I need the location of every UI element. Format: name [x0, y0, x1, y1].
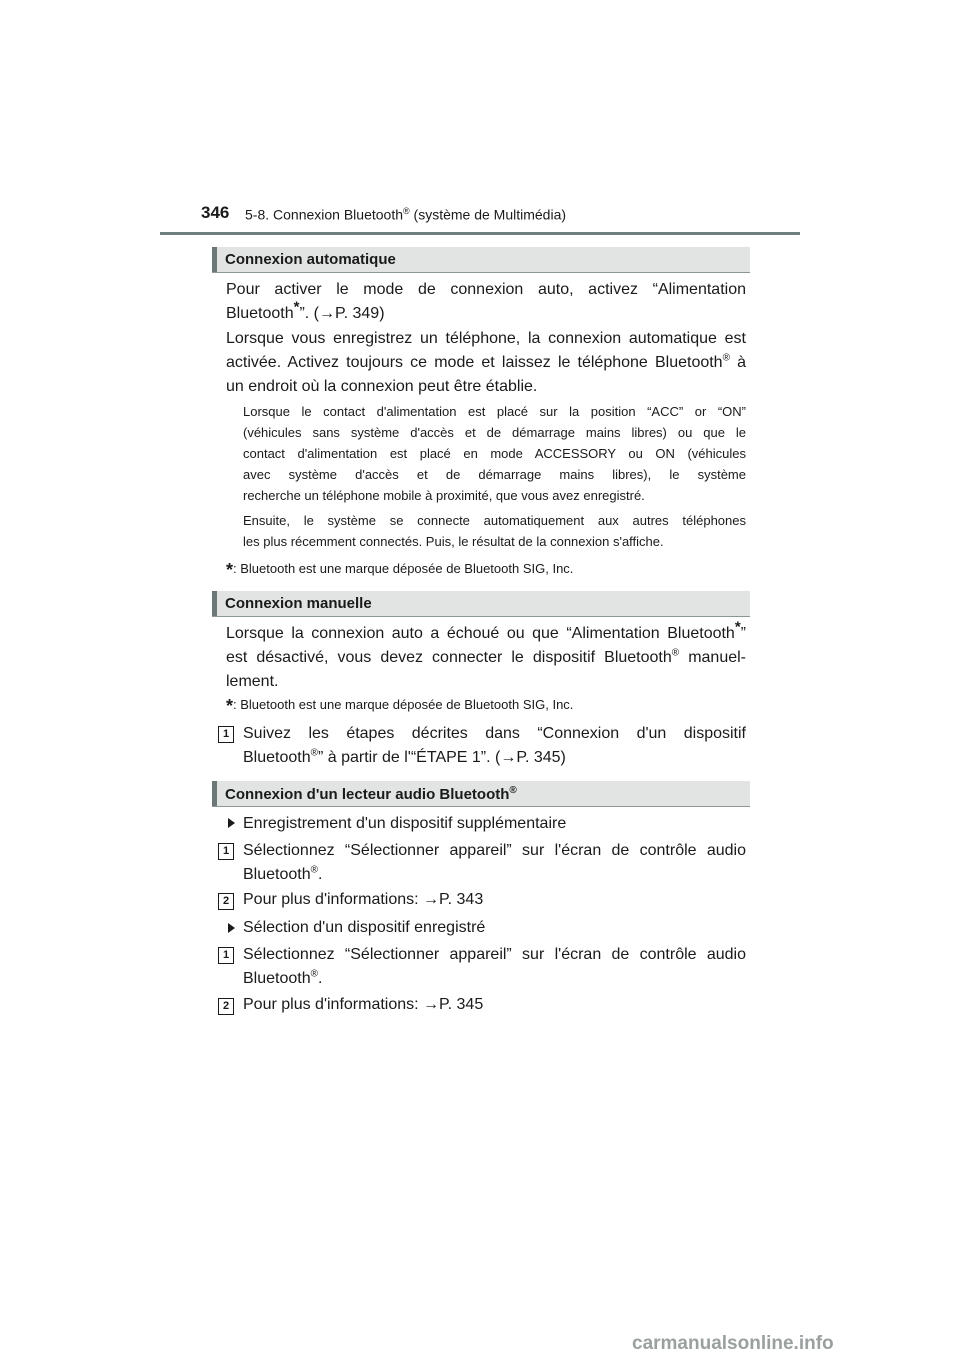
watermark: carmanualsonline.info — [632, 1333, 834, 1354]
section-heading-manual — [212, 591, 750, 617]
audio-b1-step-1: Sélectionnez “Sélectionner appareil” sur l'écran de contrôle audio Bluetooth®. — [243, 842, 746, 883]
section-heading-auto — [212, 247, 750, 273]
auto-note-1: Lorsque le contact d'alimentation est placé sur la position “ACC” or “ON” (véhicules sans système d'accès et de démarrage mains libres) ou que le contact d'alimentation est placé en mode ACCESSORY ou ON (véhicules avec système d'accès et de démarrage mains libres), le système recherche un téléphone mobile à proximité, que vous avez enregistré. — [243, 404, 746, 503]
step-number-box: 1 — [218, 947, 234, 964]
audio-b2-step-2: Pour plus d'informations: →P. 345 — [243, 996, 484, 1013]
audio-b2-step-1: Sélectionnez “Sélectionner appareil” sur l'écran de contrôle audio Bluetooth®. — [243, 946, 746, 987]
page-header — [0, 0, 960, 240]
section-heading-audio — [212, 781, 750, 807]
bullet-triangle-icon — [228, 923, 235, 933]
auto-paragraph-2: Lorsque vous enregistrez un téléphone, la connexion automatique est activée. Activez toujours ce mode et laissez le téléphone Bluetooth® à un endroit où la connexion peut être établie. — [226, 330, 747, 395]
auto-paragraph-1: Pour activer le mode de connexion auto, activez “Alimentation Bluetooth*”. (→P. 349) — [226, 281, 746, 322]
section-accent — [212, 247, 217, 272]
page-number: 346 — [201, 203, 230, 222]
section-title: Connexion automatique — [225, 251, 396, 268]
section-title: Connexion manuelle — [225, 595, 372, 612]
audio-b1-step-2: Pour plus d'informations: →P. 343 — [243, 891, 484, 908]
manual-paragraph: Lorsque la connexion auto a échoué ou que “Alimentation Bluetooth*” est désactivé, vous devez connecter le dispositif Bluetooth® manuel- lement. — [226, 618, 747, 690]
header-divider — [160, 232, 800, 235]
step-number-box: 1 — [218, 726, 234, 743]
audio-bullet-1: Enregistrement d'un dispositif supplémentaire — [243, 815, 567, 832]
bullet-triangle-icon — [228, 818, 235, 828]
auto-note-2: Ensuite, le système se connecte automatiquement aux autres téléphones les plus récemment connectés. Puis, le résultat de la connexion s'affiche. — [243, 513, 746, 549]
manual-footnote: *: Bluetooth est une marque déposée de Bluetooth SIG, Inc. — [226, 696, 574, 716]
chapter-title: 5-8. Connexion Bluetooth® (système de Multimédia) — [245, 206, 567, 223]
section-accent — [212, 591, 217, 616]
audio-bullet-2: Sélection d'un dispositif enregistré — [243, 919, 486, 936]
step-number-box: 1 — [218, 843, 234, 860]
step-number-box: 2 — [218, 998, 234, 1015]
manual-step-1: Suivez les étapes décrites dans “Connexion d'un dispositif Bluetooth®” à partir de l'“ÉTAPE 1”. (→P. 345) — [243, 725, 746, 766]
section-accent — [212, 781, 217, 806]
section-title: Connexion d'un lecteur audio Bluetooth® — [225, 785, 517, 803]
auto-footnote: *: Bluetooth est une marque déposée de Bluetooth SIG, Inc. — [226, 560, 574, 580]
step-number-box: 2 — [218, 893, 234, 910]
